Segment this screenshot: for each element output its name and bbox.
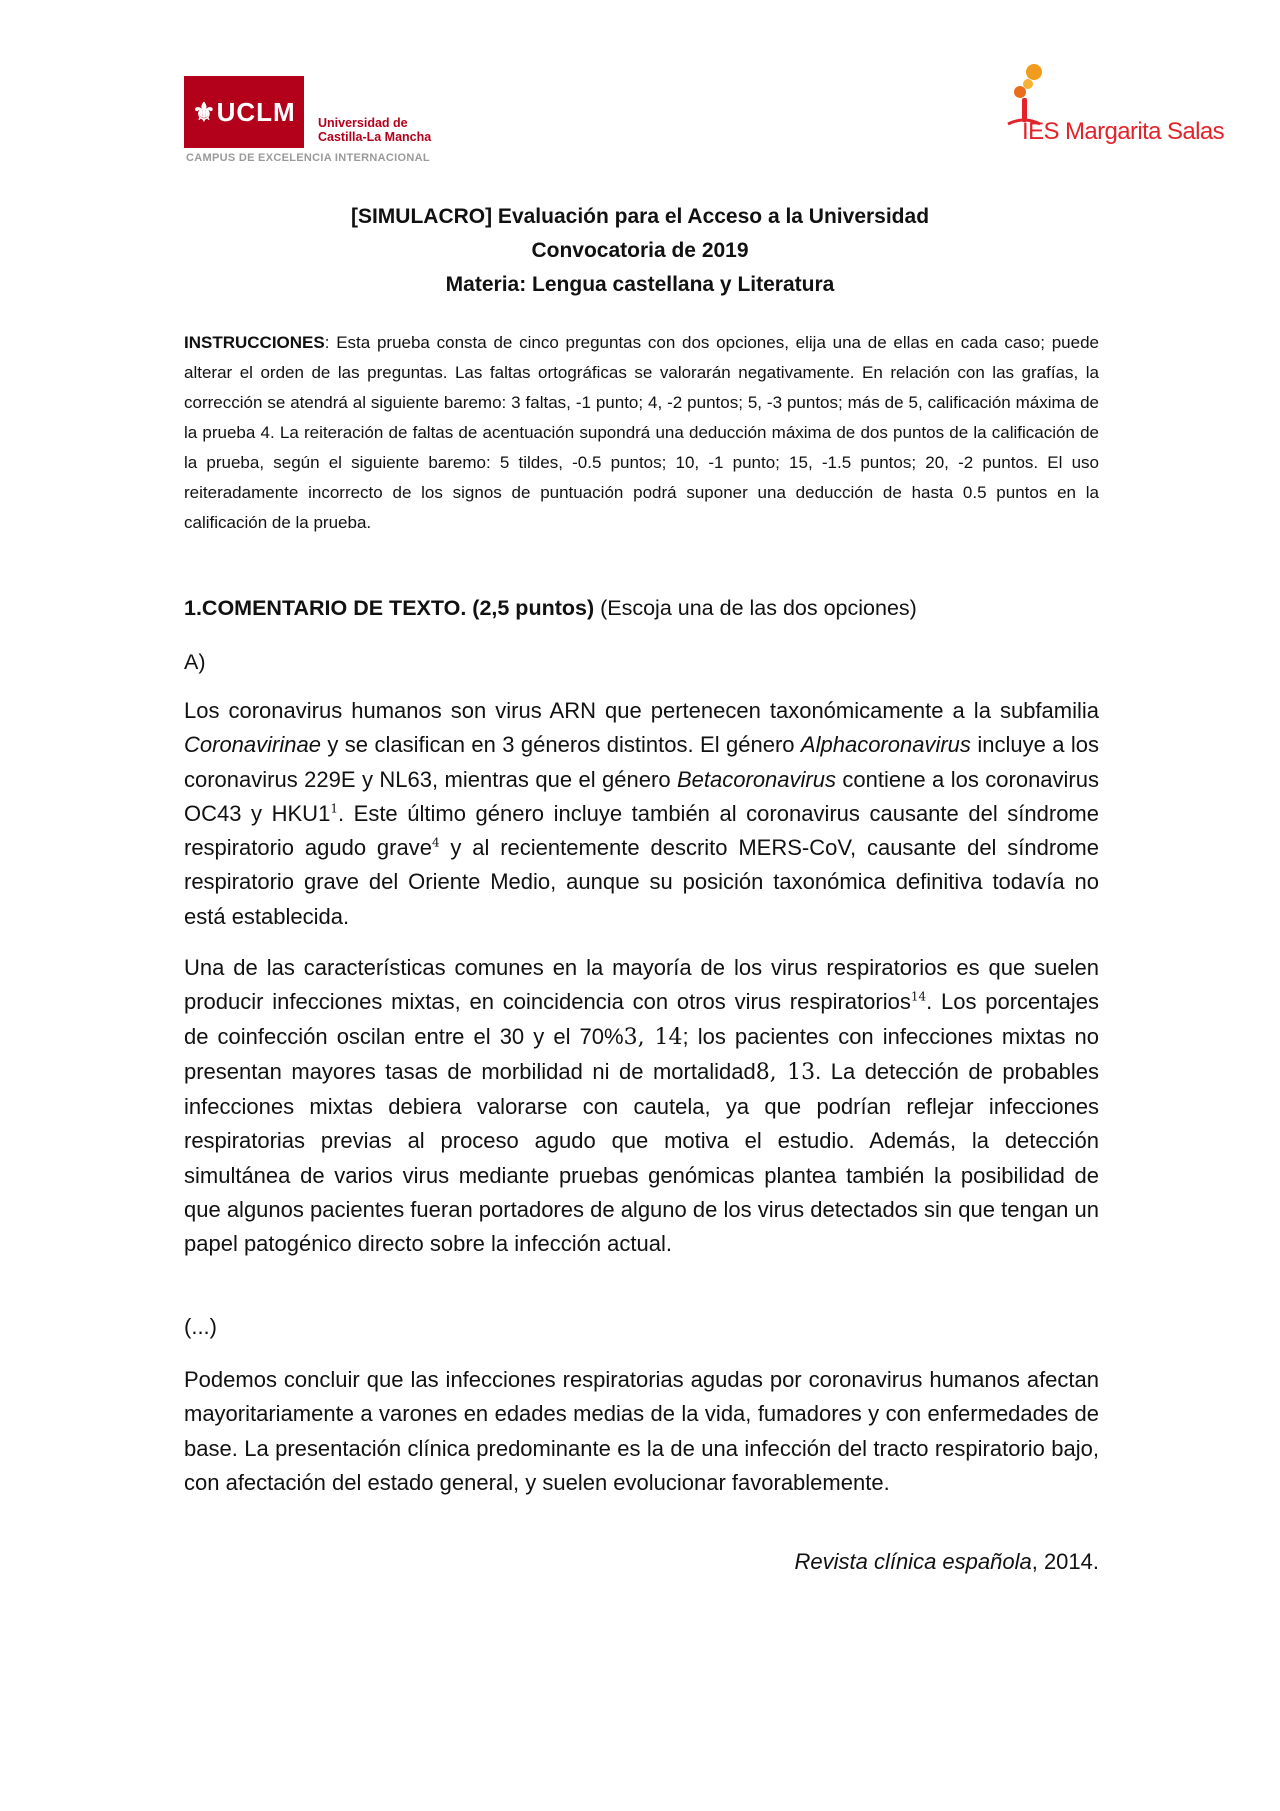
question-heading-rest: (Escoja una de las dos opciones) — [594, 596, 917, 620]
option-label: A) — [184, 650, 206, 674]
uclm-logo-mark — [184, 76, 304, 148]
source-title: Revista clínica española — [794, 1549, 1032, 1574]
text-paragraph-1: Los coronavirus humanos son virus ARN que pertenecen taxonómicamente a la subfamilia Coronavirinae y se clasifican en 3 géneros distintos. El género Alphacoronavirus incluye a los coronavirus 229E y NL63, mientras que el género Betacoronavirus contiene a los coronavirus OC43 y HKU1$^1$. Este último género incluye también al coronavirus causante del síndrome respiratorio agudo grave$^4$ y al recientemente descrito MERS-CoV, causante del síndrome respiratorio grave del Oriente Medio, aunque su posición taxonómica definitiva todavía no está establecida. — [184, 698, 1099, 929]
uclm-logo-text: ⚜UCLM — [192, 96, 296, 127]
citation-ref: 8, 13 — [755, 1059, 816, 1085]
uclm-logo — [184, 76, 484, 166]
instructions-label: INSTRUCCIONES — [184, 333, 325, 352]
exam-title-line3: Materia: Lengua castellana y Literatura — [445, 273, 835, 296]
page-header — [0, 0, 1280, 170]
uclm-university-line2: Castilla-La Mancha — [318, 130, 432, 144]
instructions-text: : Esta prueba consta de cinco preguntas con dos opciones, elija una de ellas en cada caso; puede alterar el orden de las preguntas. Las faltas ortográficas se valorarán negativamente. En relación con las grafías, la corrección se atendrá al siguiente baremo: 3 faltas, -1 punto; 4, -2 puntos; 5, -3 puntos; más de 5, calificación máxima de la prueba 4. La reiteración de faltas de acentuación supondrá una deducción máxima de dos puntos de la calificación de la prueba, según el siguiente baremo: 5 tildes, -0.5 puntos; 10, -1 punto; 15, -1.5 puntos; 20, -2 puntos. El uso reiteradamente incorrecto de los signos de puntuación podrá suponer una deducción de hasta 0.5 puntos en la calificación de la prueba. — [184, 333, 1099, 532]
text-source — [794, 1545, 1099, 1579]
text-paragraph-2: Una de las características comunes en la mayoría de los virus respiratorios es que suelen producir infecciones mixtas, en coincidencia con otros virus respiratorios$^{14}$. Los porcentajes de coinfección oscilan entre el 30 y el 70%3, 14; los pacientes con infecciones mixtas no presentan mayores tasas de morbilidad ni de mortalidad8, 13. La detección de probables infecciones mixtas debiera valorarse con cautela, ya que podrían reflejar infecciones respiratorias previas al proceso agudo que motiva el estudio. Además, la detección simultánea de varios virus mediante pruebas genómicas plantea también la posibilidad de que algunos pacientes fueran portadores de alguno de los virus detectados sin que tengan un papel patogénico directo sobre la infección actual. — [184, 955, 1100, 1257]
instructions — [184, 328, 1099, 538]
uclm-university-line1: Universidad de — [318, 116, 408, 130]
exam-title-line2: Convocatoria de 2019 — [531, 239, 749, 262]
uclm-university-name — [318, 116, 431, 144]
ies-logo — [1000, 62, 1225, 162]
citation-ref: 3, 14 — [623, 1024, 683, 1050]
footnote-ref: 1 — [330, 801, 338, 816]
question-heading-bold: 1.COMENTARIO DE TEXTO. (2,5 puntos) — [184, 596, 595, 620]
footnote-ref: 4 — [431, 835, 440, 850]
question-heading — [184, 592, 1099, 624]
source-year: , 2014. — [1031, 1549, 1099, 1574]
uclm-campus-label: CAMPUS DE EXCELENCIA INTERNACIONAL — [186, 152, 430, 164]
exam-title-line1: [SIMULACRO] Evaluación para el Acceso a la Universidad — [350, 205, 930, 228]
ies-logo-text: IES Margarita Salas — [1022, 118, 1225, 145]
footnote-ref: 14 — [910, 989, 927, 1004]
text-ellipsis: (...) — [184, 1314, 217, 1339]
text-paragraph-3: Podemos concluir que las infecciones respiratorias agudas por coronavirus humanos afectan mayoritariamente a varones en edades medias de la vida, fumadores y con enfermedades de base. La presentación clínica predominante es la de una infección del tracto respiratorio bajo, con afectación del estado general, y suelen evolucionar favorablemente. — [184, 1367, 1099, 1495]
exam-title — [0, 200, 1280, 302]
